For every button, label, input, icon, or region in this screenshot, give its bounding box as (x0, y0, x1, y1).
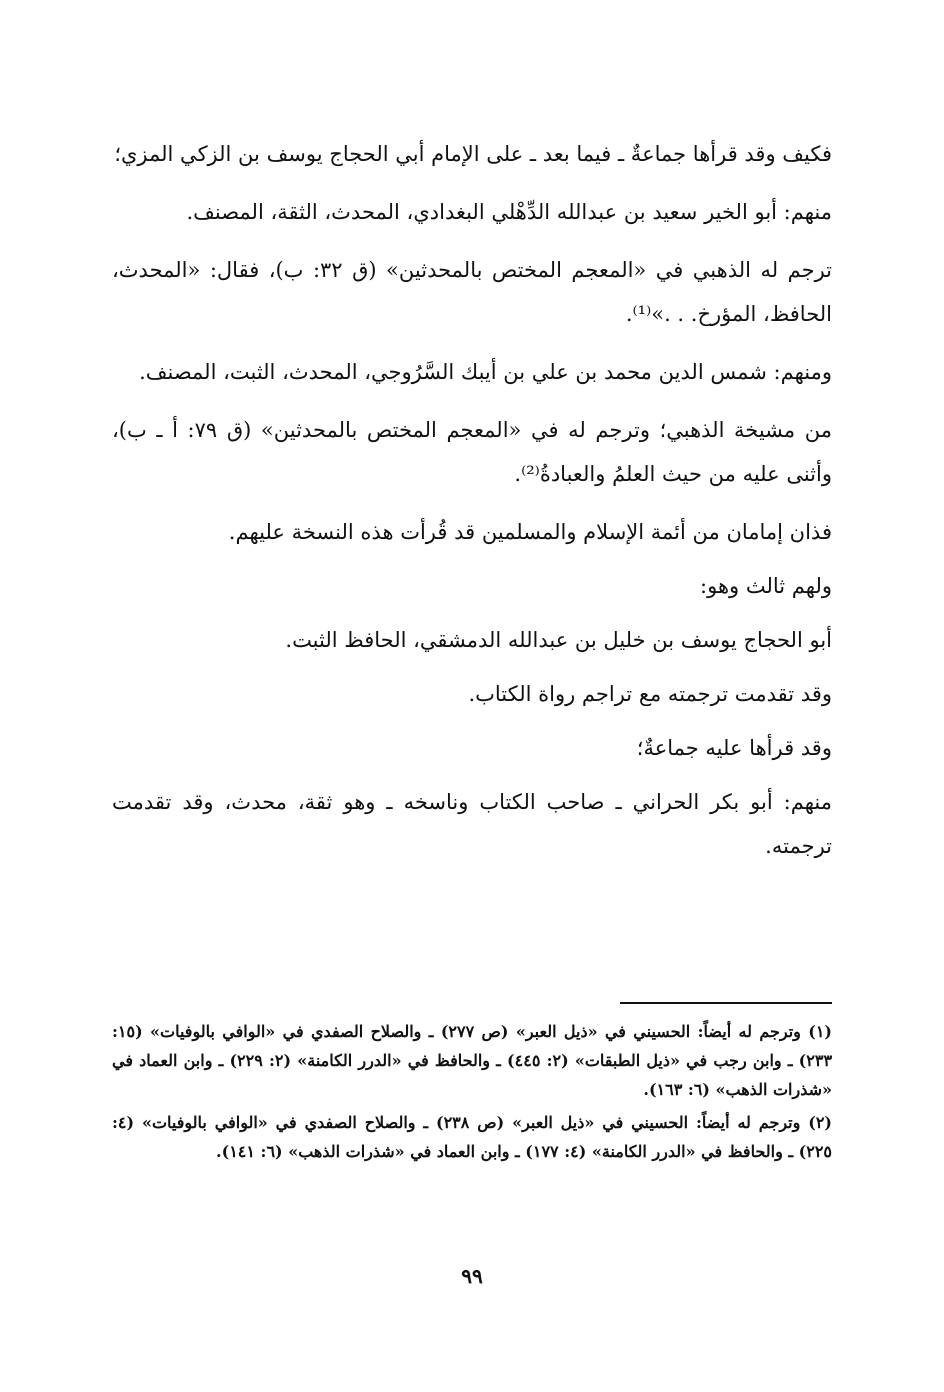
paragraph: ولهم ثالث وهو: (700, 574, 832, 598)
book-page (112, 132, 832, 1392)
paragraph: ترجم له الذهبي في «المعجم المختص بالمحدثين» (ق ٣٢: ب)، فقال: «المحدث، الحافظ، المؤرخ. . .»⁽¹⁾. (112, 258, 832, 326)
footnote-separator (620, 1002, 832, 1004)
page-number: ٩٩ (461, 1264, 483, 1288)
paragraph: منهم: أبو الخير سعيد بن عبدالله الدِّهْلي البغدادي، المحدث، الثقة، المصنف. (186, 200, 832, 224)
footnote: (٢) وترجم له أيضاً: الحسيني في «ذيل العبر» (ص ٢٣٨) ـ والصلاح الصفدي في «الوافي بالوفيات» (٤: ٢٢٥) ـ والحافظ في «الدرر الكامنة» (٤: ١٧٧) ـ وابن العماد في «شذرات الذهب» (٦: ١٤١). (112, 1113, 832, 1161)
paragraph: فكيف وقد قرأها جماعةٌ ـ فيما بعد ـ على الإمام أبي الحجاج يوسف بن الزكي المزي؛ (114, 142, 832, 166)
paragraph: وقد تقدمت ترجمته مع تراجم رواة الكتاب. (468, 682, 832, 706)
paragraph: وقد قرأها عليه جماعةٌ؛ (636, 736, 832, 760)
paragraph: أبو الحجاج يوسف بن خليل بن عبدالله الدمشقي، الحافظ الثبت. (285, 628, 832, 652)
main-text (112, 132, 832, 868)
footnotes (112, 1017, 832, 1170)
footnote: (١) وترجم له أيضاً: الحسيني في «ذيل العبر» (ص ٢٧٧) ـ والصلاح الصفدي في «الوافي بالوفيات» (١٥: ٢٣٣) ـ وابن رجب في «ذيل الطبقات» (٢: ٤٤٥) ـ والحافظ في «الدرر الكامنة» (٢: ٢٢٩) ـ وابن العماد في «شذرات الذهب» (٦: ١٦٣). (112, 1022, 833, 1099)
paragraph: منهم: أبو بكر الحراني ـ صاحب الكتاب وناسخه ـ وهو ثقة، محدث، وقد تقدمت ترجمته. (112, 790, 832, 858)
paragraph: من مشيخة الذهبي؛ وترجم له في «المعجم المختص بالمحدثين» (ق ٧٩: أ ـ ب)، وأثنى عليه من حيث العلمُ والعبادةُ⁽²⁾. (112, 418, 833, 486)
paragraph: فذان إمامان من أئمة الإسلام والمسلمين قد قُرأت هذه النسخة عليهم. (228, 520, 832, 544)
paragraph: ومنهم: شمس الدين محمد بن علي بن أيبك السَّرُوجي، المحدث، الثبت، المصنف. (139, 360, 832, 384)
